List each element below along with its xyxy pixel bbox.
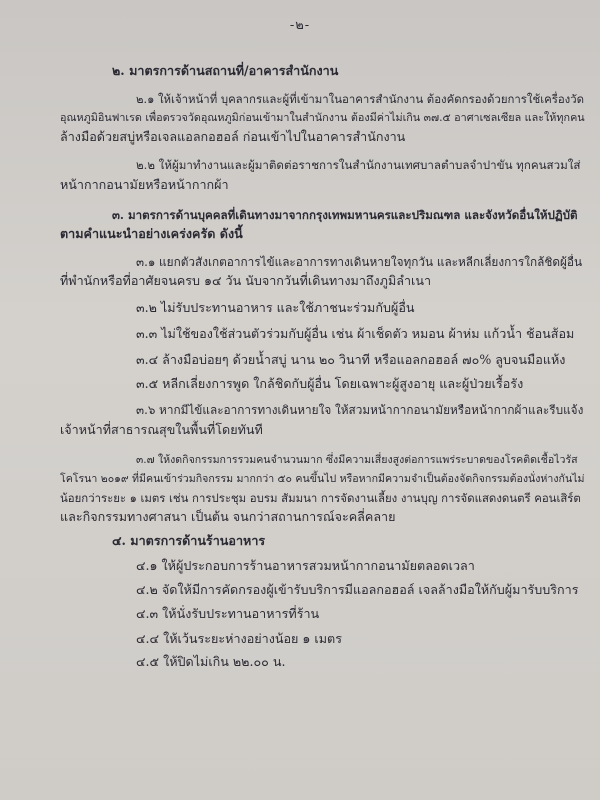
item-3-7-line-3: น้อยกว่าระยะ ๑ เมตร เช่น การประชุม อบรม สัมมนา การจัดงานเลี้ยง งานบุญ การจัดแสดงดนตรี คอนเสิร์ต bbox=[60, 491, 581, 505]
section-4-heading: ๔. มาตรการด้านร้านอาหาร bbox=[112, 533, 266, 548]
item-4-2: ๔.๒ จัดให้มีการคัดกรองผู้เข้ารับบริการมีแอลกอฮอล์ เจลล้างมือให้กับผู้มารับบริการ bbox=[136, 582, 579, 597]
page-number: -๒- bbox=[289, 18, 311, 33]
item-3-5: ๓.๕ หลีกเลี่ยงการพูด ใกล้ชิดกับผู้อื่น โดยเฉพาะผู้สูงอายุ และผู้ป่วยเรื้อรัง bbox=[136, 376, 524, 391]
item-4-3: ๔.๓ ให้นั่งรับประทานอาหารที่ร้าน bbox=[136, 606, 320, 621]
item-3-6-line-1: ๓.๖ หากมีไข้และอาการทางเดินหายใจ ให้สวมหน้ากากอนามัยหรือหน้ากากผ้าและรีบแจ้ง bbox=[136, 403, 584, 417]
item-3-3: ๓.๓ ไม่ใช้ของใช้ส่วนตัวร่วมกับผู้อื่น เช่น ผ้าเช็ดตัว หมอน ผ้าห่ม แก้วน้ำ ช้อนส้อม bbox=[136, 326, 575, 341]
item-3-1-line-2: ที่พำนักหรือที่อาศัยจนครบ ๑๔ วัน นับจากวันที่เดินทางมาถึงภูมิลำเนา bbox=[60, 273, 432, 288]
item-2-2-line-2: หน้ากากอนามัยหรือหน้ากากผ้า bbox=[60, 177, 229, 192]
item-2-1-line-1: ๒.๑ ให้เจ้าหน้าที่ บุคลากรและผู้ที่เข้ามาในอาคารสำนักงาน ต้องคัดกรองด้วยการใช้เครื่องวัด bbox=[136, 92, 585, 106]
item-3-7-line-2: โคโรนา ๒๐๑๙ ที่มีคนเข้าร่วมกิจกรรม มากกว่า ๕๐ คนขึ้นไป หรือหากมีความจำเป็นต้องจัดกิจกรรมต้องนั่งห่างกันไม่ bbox=[60, 473, 585, 485]
item-3-7-line-1: ๓.๗ ให้งดกิจกรรมการรวมคนจำนวนมาก ซึ่งมีความเสี่ยงสูงต่อการแพร่ระบาดของโรคติดเชื้อไวรัส bbox=[136, 454, 578, 466]
item-3-7-line-4: และกิจกรรมทางศาสนา เป็นต้น จนกว่าสถานการณ์จะคลี่คลาย bbox=[60, 509, 396, 524]
item-2-1-line-2: อุณหภูมิอินฟาเรด เพื่อตรวจวัดอุณหภูมิก่อนเข้ามาในสำนักงาน ต้องมีค่าไม่เกิน ๓๗.๕ อาศาเซลเซียล และให้ทุกคน bbox=[60, 111, 585, 124]
section-3-heading-line-1: ๓. มาตรการด้านบุคคลที่เดินทางมาจากกรุงเทพมหานครและปริมณฑล และจังหวัดอื่นให้ปฏิบัติ bbox=[112, 208, 578, 222]
item-3-6-line-2: เจ้าหน้าที่สาธารณสุขในพื้นที่โดยทันที bbox=[60, 422, 263, 437]
item-4-1: ๔.๑ ให้ผู้ประกอบการร้านอาหารสวมหน้ากากอนามัยตลอดเวลา bbox=[136, 558, 475, 573]
item-3-2: ๓.๒ ไม่รับประทานอาหาร และใช้ภาชนะร่วมกับผู้อื่น bbox=[136, 300, 415, 315]
item-2-2-line-1: ๒.๒ ให้ผู้มาทำงานและผู้มาติดต่อราชการในสำนักงานเทศบาลตำบลจำปาขัน ทุกคนสวมใส่ bbox=[136, 158, 581, 172]
item-2-1-line-3: ล้างมือด้วยสบู่หรือเจลแอลกอฮอล์ ก่อนเข้าไปในอาคารสำนักงาน bbox=[60, 129, 406, 144]
item-3-1-line-1: ๓.๑ แยกตัวสังเกตอาการไข้และอาการทางเดินหายใจทุกวัน และหลีกเลี่ยงการใกล้ชิดผู้อื่น bbox=[136, 255, 583, 269]
item-4-4: ๔.๔ ให้เว้นระยะห่างอย่างน้อย ๑ เมตร bbox=[136, 631, 342, 646]
section-2-heading: ๒. มาตรการด้านสถานที่/อาคารสำนักงาน bbox=[112, 63, 339, 78]
item-3-4: ๓.๔ ล้างมือบ่อยๆ ด้วยน้ำสบู่ นาน ๒๐ วินาที หรือแอลกอฮอล์ ๗๐% ลูบจนมือแห้ง bbox=[136, 352, 566, 367]
section-3-heading-line-2: ตามคำแนะนำอย่างเคร่งครัด ดังนี้ bbox=[60, 226, 243, 241]
item-4-5: ๔.๕ ให้ปิดไม่เกิน ๒๒.๐๐ น. bbox=[136, 654, 286, 669]
